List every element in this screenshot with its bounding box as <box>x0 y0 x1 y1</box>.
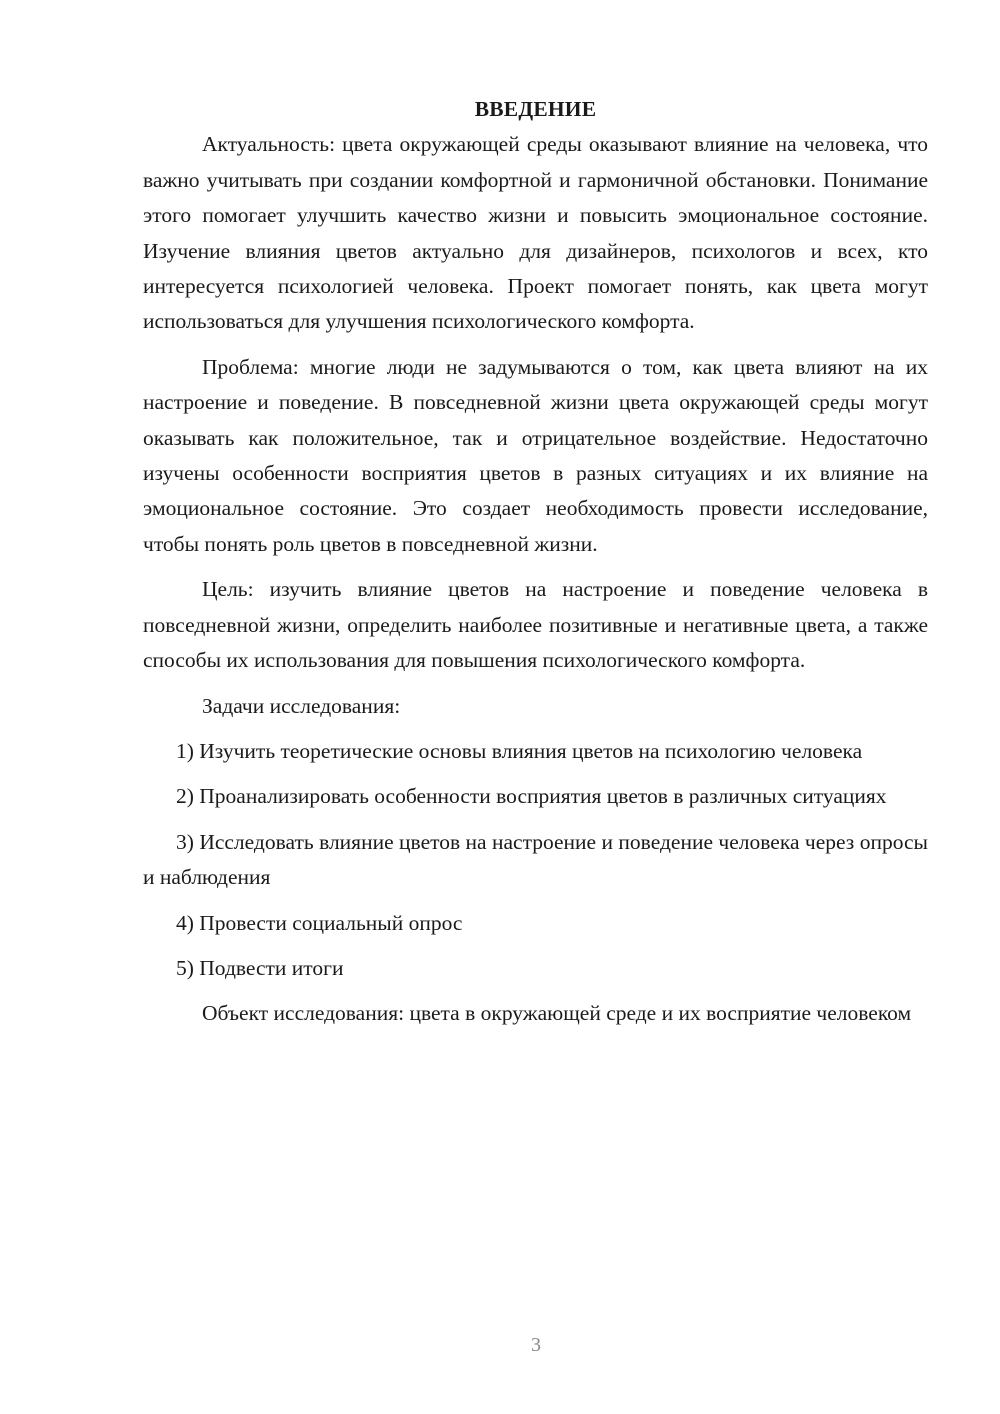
task-item-2: 2) Проанализировать особенности восприятия цветов в различных ситуациях <box>176 784 887 809</box>
tasks-list <box>143 734 928 986</box>
document-page <box>143 92 928 1032</box>
task-item-5: 5) Подвести итоги <box>176 955 344 980</box>
paragraph-problem: Проблема: многие люди не задумываются о том, как цвета влияют на их настроение и поведение. В повседневной жизни цвета окружающей среды могут оказывать как положительное, так и отрицательное воздействие. Недостаточно изучены особенности восприятия цветов в разных ситуациях и их влияние на эмоциональное состояние. Это создает необходимость провести исследование, чтобы понять роль цветов в повседневной жизни. <box>143 354 928 556</box>
task-item-4: 4) Провести социальный опрос <box>176 910 463 935</box>
section-title: ВВЕДЕНИЕ <box>474 97 597 121</box>
paragraph-object: Объект исследования: цвета в окружающей среде и их восприятие человеком <box>202 1001 912 1026</box>
page-number: 3 <box>531 1334 541 1356</box>
tasks-heading: Задачи исследования: <box>202 693 401 718</box>
task-item-1: 1) Изучить теоретические основы влияния цветов на психологию человека <box>176 738 863 763</box>
paragraph-goal: Цель: изучить влияние цветов на настроение и поведение человека в повседневной жизни, определить наиболее позитивные и негативные цвета, а также способы их использования для повышения психологического комфорта. <box>143 577 928 673</box>
task-item-3: 3) Исследовать влияние цветов на настроение и поведение человека через опросы и наблюдения <box>143 829 928 890</box>
paragraph-relevance: Актуальность: цвета окружающей среды оказывают влияние на человека, что важно учитывать при создании комфортной и гармоничной обстановки. Понимание этого помогает улучшить качество жизни и повысить эмоциональное состояние. Изучение влияния цветов актуально для дизайнеров, психологов и всех, кто интересуется психологией человека. Проект помогает понять, как цвета могут использоваться для улучшения психологического комфорта. <box>143 132 928 334</box>
